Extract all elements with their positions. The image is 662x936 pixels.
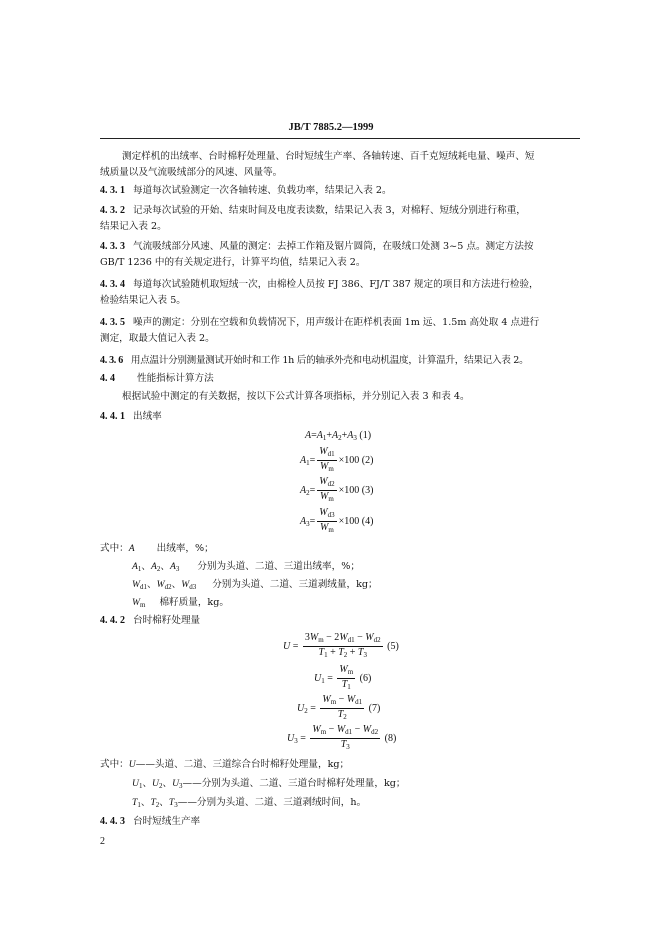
section-text: 性能指标计算方法 — [137, 373, 214, 384]
section-4-3-4 — [100, 278, 580, 292]
section-number: 4. 3. 4 — [100, 279, 125, 290]
section-4-4-2 — [100, 614, 580, 628]
where-1-line-a123: $A_1$、$A_2$、$A_3$ 分别为头道、二道、三道出绒率，%； — [132, 561, 360, 573]
section-number: 4. 3. 2 — [100, 205, 125, 216]
formula-2: $A_1=$ $\frac{W_{d1}}{W_m}$ ×100 (2) — [300, 446, 374, 473]
section-4-3-3-cont: GB/T 1236 中的有关规定进行，计算平均值，结果记入表 2。 — [100, 257, 366, 268]
where-2-line-u: 式中：U——头道、二道、三道综合台时棉籽处理量，kg； — [100, 759, 350, 770]
section-4-3-2-cont: 结果记入表 2。 — [100, 221, 167, 232]
section-number: 4. 3. 1 — [100, 185, 125, 196]
intro-line-1: 测定样机的出绒率、台时棉籽处理量、台时短绒生产率、各轴转速、百千克短绒耗电量、噪声、短 — [122, 151, 535, 162]
section-text: 每道每次试验测定一次各轴转速、负载功率，结果记入表 2。 — [133, 185, 392, 196]
section-4-3-5 — [100, 316, 580, 330]
formula-3: $A_2=$ $\frac{W_{d2}}{W_m}$ ×100 (3) — [300, 476, 374, 503]
section-4-4-3 — [100, 815, 580, 829]
formula-number: (3) — [361, 484, 374, 496]
header-rule — [100, 138, 580, 139]
where-2-line-t123: $T_1$、$T_2$、$T_3——$分别为头道、二道、三道剥绒时间，h。 — [132, 797, 367, 809]
section-4-4-1 — [100, 410, 580, 424]
section-4-4-cont: 根据试验中测定的有关数据，按以下公式计算各项指标，并分别记入表 3 和表 4。 — [122, 391, 470, 402]
formula-5: U = $\frac{3W_m - 2W_{d1} - W_{d2}}{T_1 + T_2 + T_3}$ (5) — [283, 632, 399, 659]
page-header: JB/T 7885.2—1999 — [288, 122, 374, 133]
section-number: 4. 4 — [100, 373, 115, 384]
section-text: 出绒率 — [133, 411, 162, 422]
section-4-3-1 — [100, 184, 580, 198]
formula-number: (1) — [359, 430, 372, 441]
section-number: 4. 3. 3 — [100, 241, 125, 252]
formula-number: (2) — [361, 454, 374, 466]
where-1-line-a: 式中：A 出绒率，%； — [100, 543, 214, 554]
section-text: 用点温计分别测量测试开始时和工作 1h 后的轴承外壳和电动机温度，计算温升，结果记入表 2。 — [130, 355, 529, 366]
formula-number: (5) — [387, 640, 399, 652]
section-text: 气流吸绒部分风速、风量的测定：去掉工作箱及锯片圆筒，在吸绒口处测 3~5 点。测定方法按 — [133, 241, 534, 252]
formula-8: $U_3$ = $\frac{W_m - W_{d1} - W_{d2}}{T_3}$ (8) — [287, 724, 397, 751]
section-4-3-2 — [100, 204, 580, 218]
section-text: 记录每次试验的开始、结束时间及电度表读数，结果记入表 3，对棉籽、短绒分别进行称重， — [133, 205, 526, 216]
section-number: 4. 3. 6 — [100, 355, 123, 366]
section-number: 4. 4. 2 — [100, 615, 125, 626]
section-4-3-6 — [100, 354, 580, 368]
section-4-4 — [100, 372, 580, 386]
where-1-line-wd: $W_{d1}$、$W_{d2}$、$W_{d3}$ 分别为头道、二道、三道剥绒量，kg； — [132, 579, 378, 591]
section-text: 噪声的测定：分别在空载和负载情况下，用声级计在距样机表面 1m 远、1.5m 高处取 4 点进行 — [133, 317, 540, 328]
where-1-line-wm: $W_m$ 棉籽质量，kg。 — [132, 597, 229, 609]
section-4-3-3 — [100, 240, 580, 254]
formula-number: (6) — [359, 672, 372, 684]
formula-number: (4) — [361, 515, 374, 527]
formula-number: (8) — [384, 732, 397, 744]
section-4-3-4-cont: 检验结果记入表 5。 — [100, 295, 186, 306]
section-number: 4. 3. 5 — [100, 317, 125, 328]
section-text: 台时棉籽处理量 — [133, 615, 201, 626]
section-4-3-5-cont: 测定，取最大值记入表 2。 — [100, 333, 215, 344]
where-2-line-u123: $U_1$、$U_2$、$U_3——$分别为头道、二道、三道台时棉籽处理量，kg； — [132, 778, 406, 790]
section-number: 4. 4. 3 — [100, 816, 125, 827]
formula-6: $U_1$ = $\frac{W_m}{T_1}$ (6) — [314, 664, 372, 691]
section-text: 每道每次试验随机取短绒一次，由棉检人员按 FJ 386、FJ/T 387 规定的项目和方法进行检验， — [133, 279, 539, 290]
section-text: 台时短绒生产率 — [133, 816, 201, 827]
section-number: 4. 4. 1 — [100, 411, 125, 422]
formula-1: $A=A_1+A_2+A_3$ (1) — [305, 430, 372, 442]
formula-4: $A_3=$ $\frac{W_{d3}}{W_m}$ ×100 (4) — [300, 507, 374, 534]
intro-line-2: 绒质量以及气流吸绒部分的风速、风量等。 — [100, 167, 283, 178]
page-number: 2 — [100, 836, 105, 847]
formula-number: (7) — [368, 702, 381, 714]
formula-7: $U_2$ = $\frac{W_m - W_{d1}}{T_2}$ (7) — [297, 694, 381, 721]
